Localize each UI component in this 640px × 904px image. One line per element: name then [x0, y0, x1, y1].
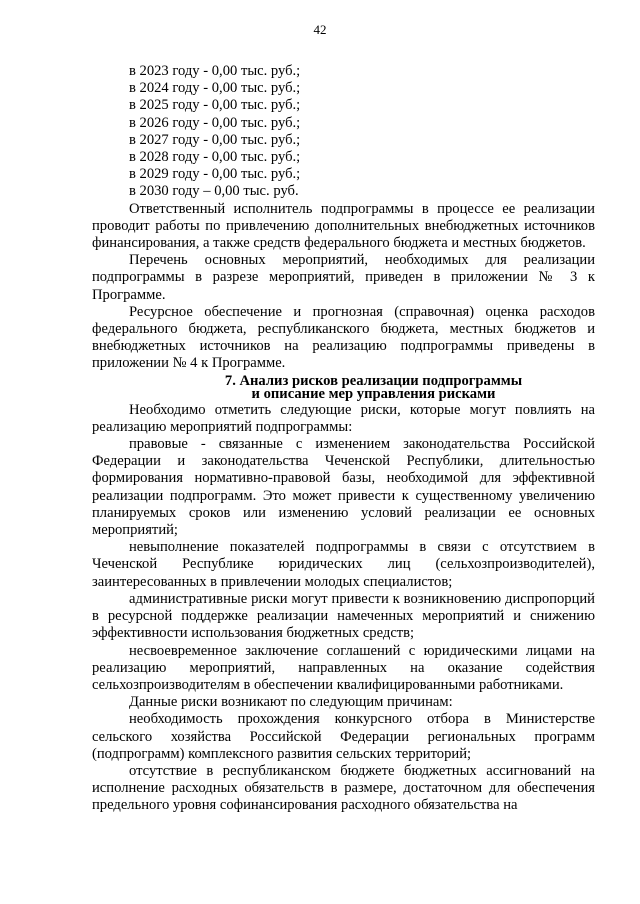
section-heading-line: и описание мер управления рисками	[251, 386, 496, 403]
funding-year-line: в 2023 году - 0,00 тыс. руб.;	[129, 63, 301, 79]
paragraph: Перечень основных мероприятий, необходимых для реализации подпрограммы в разрезе мероприятий, приведен в приложении № 3 к Программе.	[92, 252, 595, 303]
paragraph: Ответственный исполнитель подпрограммы в процессе ее реализации проводит работы по привлечению дополнительных внебюджетных источников финансирования, а также средств федерального бюджета и местных бюджетов.	[92, 200, 595, 252]
document-body	[92, 63, 595, 815]
page-number: 42	[313, 22, 327, 37]
paragraph: несвоевременное заключение соглашений с юридическими лицами на реализацию мероприятий, направленных на оказание содействия сельхозпроизводителям в обеспечении квалифицированными работниками.	[92, 642, 595, 693]
paragraph: административные риски могут привести к возникновению диспропорций в ресурсной поддержке реализации намеченных мероприятий и снижению эффективности использования бюджетных средств;	[92, 590, 595, 642]
funding-year-line: в 2030 году – 0,00 тыс. руб.	[129, 183, 299, 200]
funding-year-line: в 2027 году - 0,00 тыс. руб.;	[129, 131, 301, 148]
paragraph: Необходимо отметить следующие риски, которые могут повлиять на реализацию мероприятий подпрограммы:	[92, 401, 595, 435]
paragraph: правовые - связанные с изменением законодательства Российской Федерации и законодательства Чеченской Республики, длительностью формирования нормативно-правовой базы, необходимой для эффективной реализации подпрограмм. Это может привести к существенному увеличению планируемых сроков или изменению условий реализации ее основных мероприятий;	[92, 436, 595, 539]
funding-year-line: в 2024 году - 0,00 тыс. руб.;	[129, 80, 301, 97]
section-heading	[92, 373, 595, 402]
funding-year-line: в 2029 году - 0,00 тыс. руб.;	[129, 166, 301, 183]
funding-by-year-list	[92, 63, 595, 201]
paragraph: Ресурсное обеспечение и прогнозная (справочная) оценка расходов федерального бюджета, республиканского бюджета, местных бюджетов и внебюджетных источников на реализацию подпрограммы приведены в приложении № 4 к Программе.	[92, 303, 595, 372]
paragraph: отсутствие в республиканском бюджете бюджетных ассигнований на исполнение расходных обязательств в размере, достаточном для обеспечения предельного уровня софинансирования расходного обязательства на	[92, 762, 595, 814]
paragraph: Данные риски возникают по следующим причинам:	[129, 694, 453, 711]
paragraph: необходимость прохождения конкурсного отбора в Министерстве сельского хозяйства Российской Федерации региональных программ (подпрограмм) комплексного развития сельских территорий;	[92, 711, 595, 762]
funding-year-line: в 2026 году - 0,00 тыс. руб.;	[129, 114, 301, 131]
paragraph: невыполнение показателей подпрограммы в связи с отсутствием в Чеченской Республике юридических лиц (сельхозпроизводителей), заинтересованных в привлечении молодых специалистов;	[92, 539, 595, 590]
funding-year-line: в 2028 году - 0,00 тыс. руб.;	[129, 149, 301, 166]
section-heading-line: 7. Анализ рисков реализации подпрограммы	[224, 372, 523, 389]
funding-year-line: в 2025 году - 0,00 тыс. руб.;	[129, 97, 301, 114]
